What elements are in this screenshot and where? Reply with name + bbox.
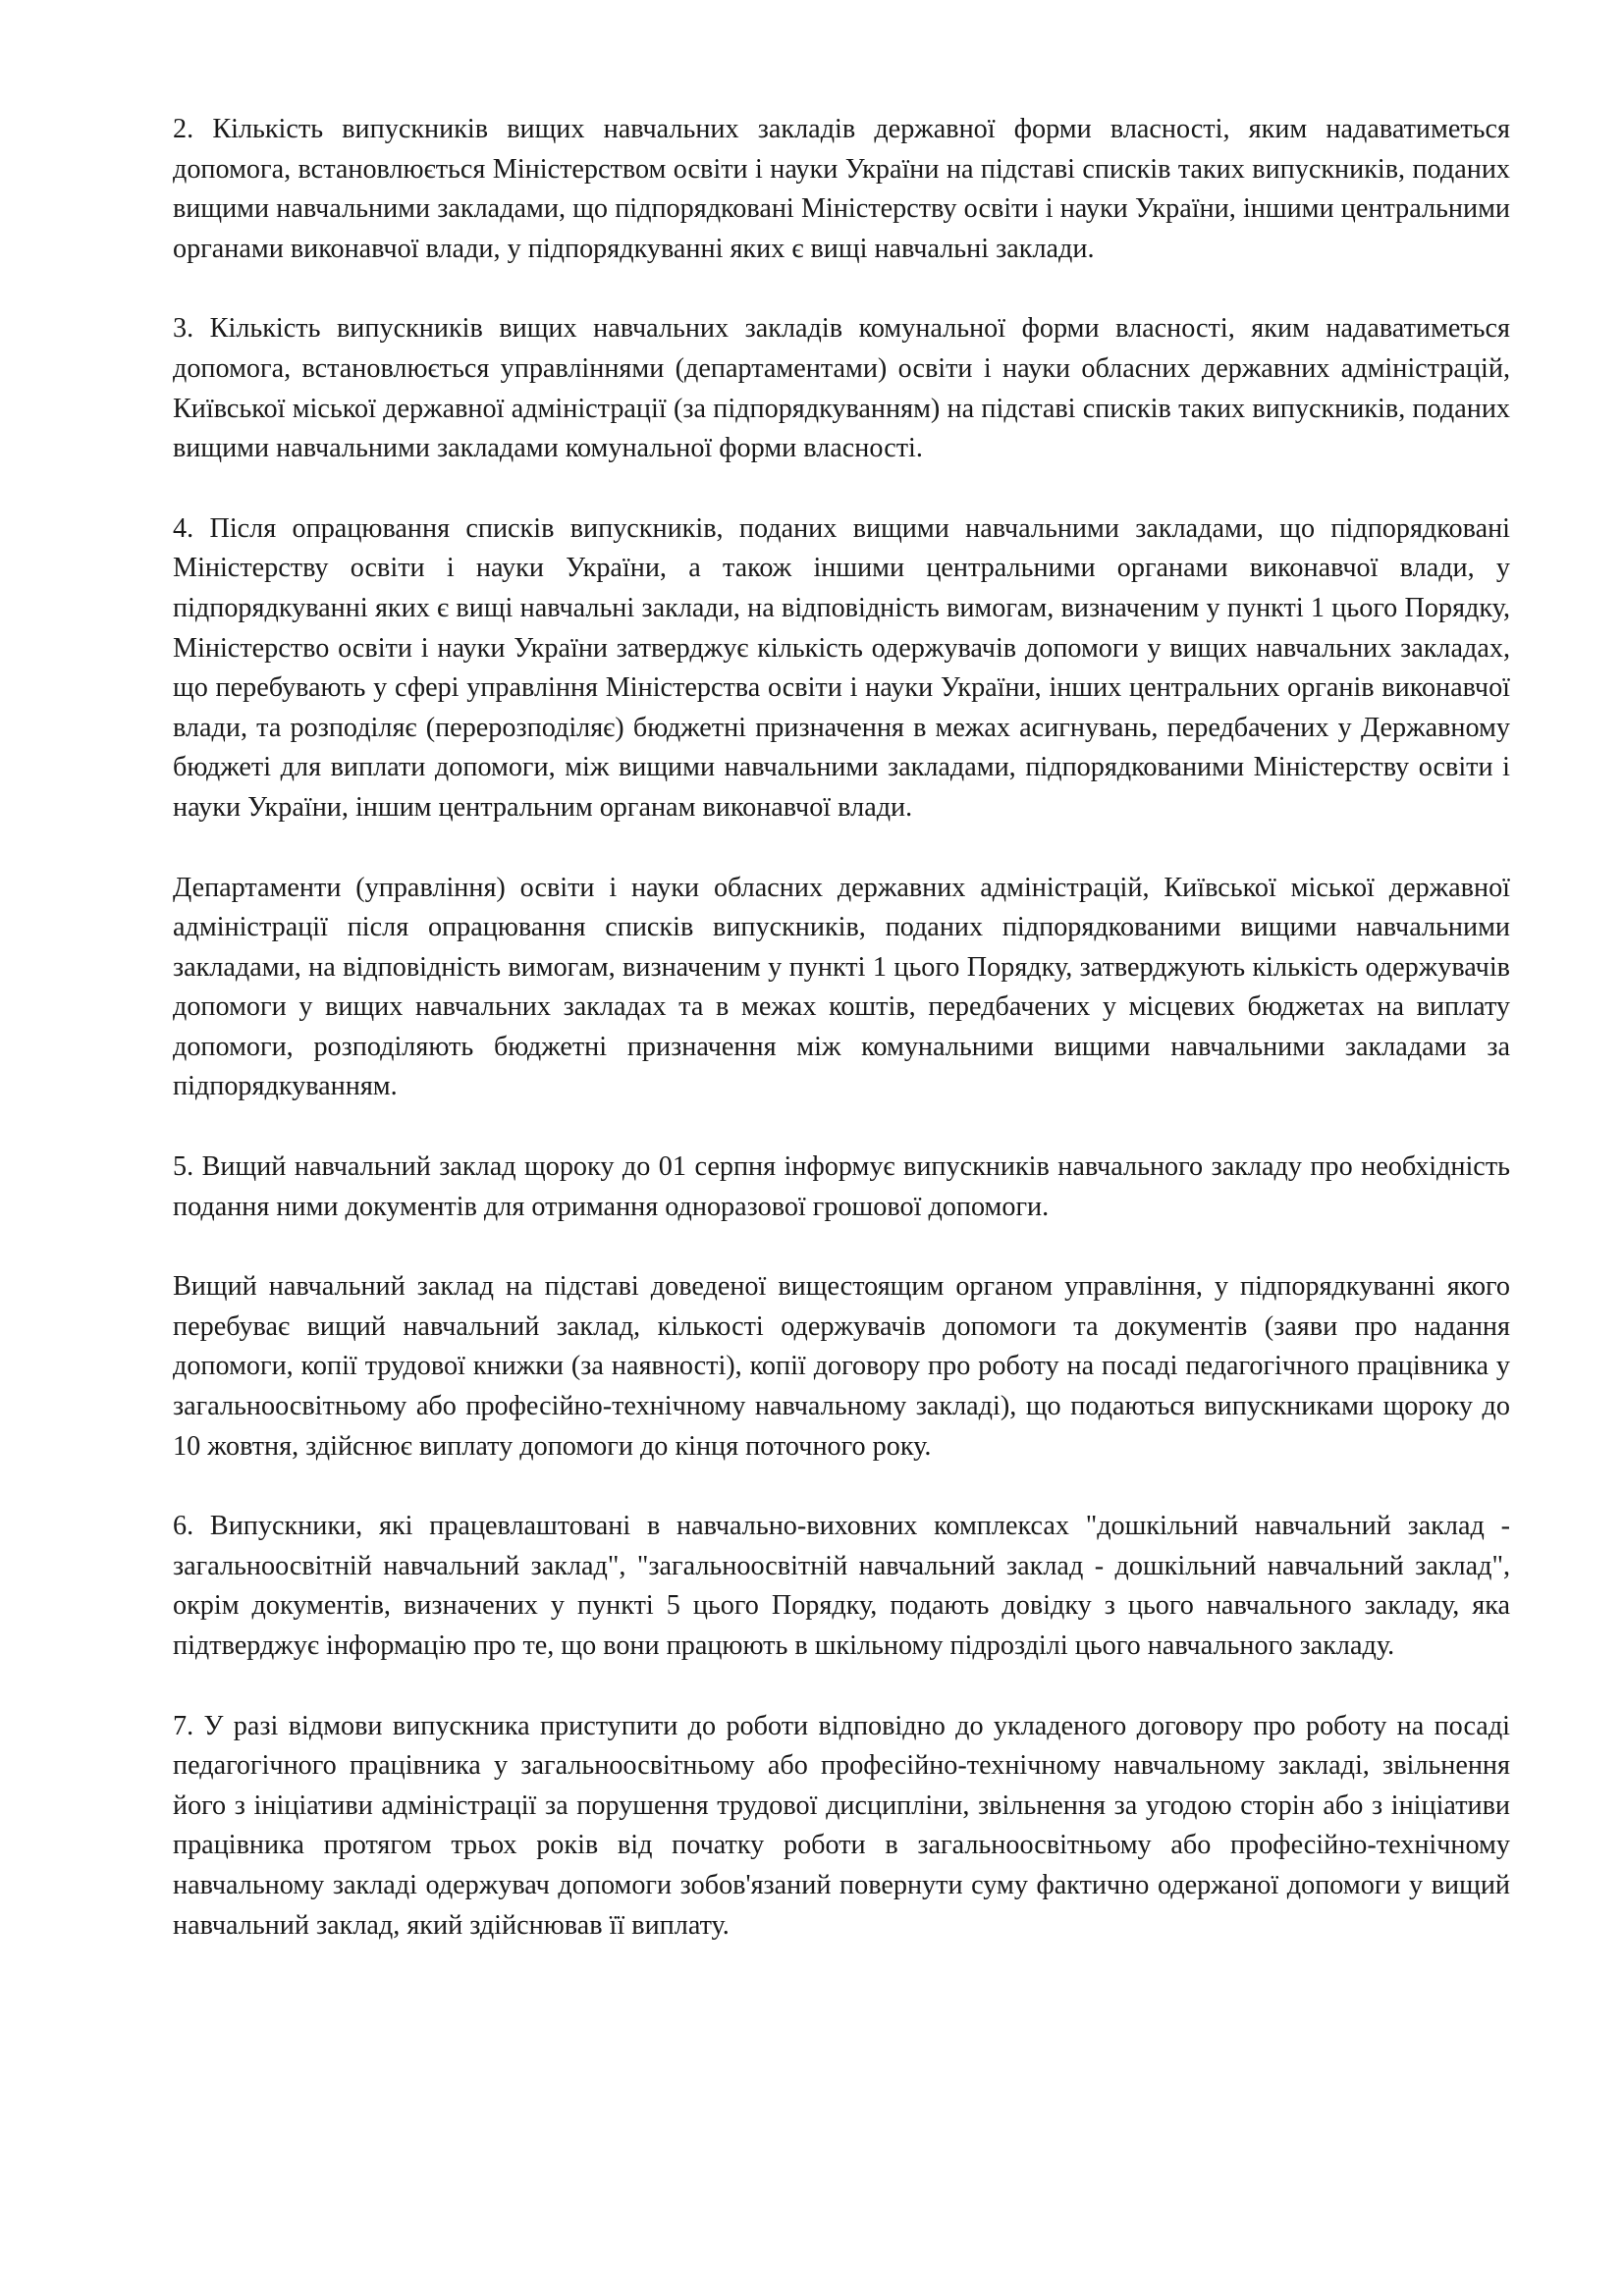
paragraph-5-payment: Вищий навчальний заклад на підставі доведеної вищестоящим органом управління, у підпорядкуванні якого перебуває вищий навчальний заклад, кількості одержувачів допомоги та документів (заяви про надання допомоги, копії трудової книжки (за наявності), копії договору про роботу на посаді педагогічного працівника у загальноосвітньому або професійно-технічному навчальному закладі), що подаються випускниками щороку до 10 жовтня, здійснює виплату допомоги до кінця поточного року. — [173, 1271, 1510, 1462]
paragraph-2: 2. Кількість випускників вищих навчальних закладів державної форми власності, яким надаватиметься допомога, встановлюється Міністерством освіти і науки України на підставі списків таких випускників, поданих вищими навчальними закладами, що підпорядковані Міністерству освіти і науки України, іншими центральними органами виконавчої влади, у підпорядкуванні яких є вищі навчальні заклади. — [173, 114, 1510, 264]
paragraph-3: 3. Кількість випускників вищих навчальних закладів комунальної форми власності, яким надаватиметься допомога, встановлюється управліннями (департаментами) освіти і науки обласних державних адміністрацій, Київської міської державної адміністрації (за підпорядкуванням) на підставі списків таких випускників, поданих вищими навчальними закладами комунальної форми власності. — [173, 313, 1510, 464]
document-body — [173, 110, 1510, 1946]
paragraph-4: 4. Після опрацювання списків випускників, поданих вищими навчальними закладами, що підпорядковані Міністерству освіти і науки України, а також іншими центральними органами виконавчої влади, у підпорядкуванні яких є вищі навчальні заклади, на відповідність вимогам, визначеним у пункті 1 цього Порядку, Міністерство освіти і науки України затверджує кількість одержувачів допомоги у вищих навчальних закладах, що перебувають у сфері управління Міністерства освіти і науки України, інших центральних органів виконавчої влади, та розподіляє (перерозподіляє) бюджетні призначення в межах асигнувань, передбачених у Державному бюджеті для виплати допомоги, між вищими навчальними закладами, підпорядкованими Міністерству освіти і науки України, іншим центральним органам виконавчої влади. — [173, 512, 1510, 823]
paragraph-5: 5. Вищий навчальний заклад щороку до 01 серпня інформує випускників навчального закладу про необхідність подання ними документів для отримання одноразової грошової допомоги. — [173, 1151, 1510, 1222]
paragraph-6: 6. Випускники, які працевлаштовані в навчально-виховних комплексах "дошкільний навчальний заклад - загальноосвітній навчальний заклад", "загальноосвітній навчальний заклад - дошкільний навчальний заклад", окрім документів, визначених у пункті 5 цього Порядку, подають довідку з цього навчального закладу, яка підтверджує інформацію про те, що вони працюють в шкільному підрозділі цього навчального закладу. — [173, 1511, 1510, 1661]
paragraph-4-departments: Департаменти (управління) освіти і науки обласних державних адміністрацій, Київської міської державної адміністрації після опрацювання списків випускників, поданих підпорядкованими вищими навчальними закладами, на відповідність вимогам, визначеним у пункті 1 цього Порядку, затверджують кількість одержувачів допомоги у вищих навчальних закладах та в межах коштів, передбачених у місцевих бюджетах на виплату допомоги, розподіляють бюджетні призначення між комунальними вищими навчальними закладами за підпорядкуванням. — [173, 872, 1510, 1102]
paragraph-7: 7. У разі відмови випускника приступити до роботи відповідно до укладеного договору про роботу на посаді педагогічного працівника у загальноосвітньому або професійно-технічному навчальному закладі, звільнення його з ініціативи адміністрації за порушення трудової дисципліни, звільнення за угодою сторін або з ініціативи працівника протягом трьох років від початку роботи в загальноосвітньому або професійно-технічному навчальному закладі одержувач допомоги зобов'язаний повернути суму фактично одержаної допомоги у вищий навчальний заклад, який здійснював її виплату. — [173, 1710, 1510, 1941]
